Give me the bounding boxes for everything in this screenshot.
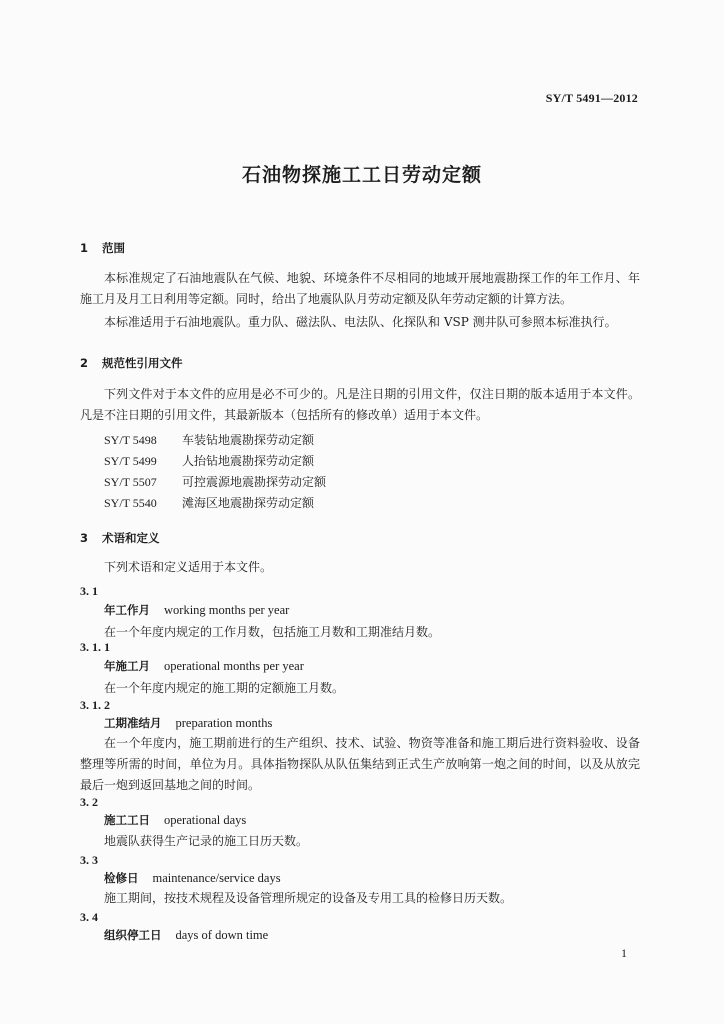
section-number: 2 bbox=[80, 356, 89, 370]
term-definition: 地震队获得生产记录的施工日历天数。 bbox=[104, 834, 309, 848]
term-definition: 在一个年度内规定的施工期的定额施工月数。 bbox=[104, 681, 345, 695]
section-2-paragraph-1: 下列文件对于本文件的应用是必不可少的。凡是注日期的引用文件，仅注日期的版本适用于本文件。凡是不注日期的引用文件，其最新版本（包括所有的修改单）适用于本文件。 bbox=[80, 387, 640, 422]
section-number: 1 bbox=[80, 241, 89, 255]
term-entry bbox=[104, 658, 304, 674]
clause-number: 3. 1 bbox=[80, 584, 98, 598]
reference-code: SY/T 5498 bbox=[104, 433, 157, 447]
term-english: working months per year bbox=[164, 603, 290, 617]
term-english: days of down time bbox=[175, 928, 269, 942]
term-english: preparation months bbox=[175, 716, 273, 730]
term-entry bbox=[104, 812, 246, 828]
term-chinese: 年施工月 bbox=[104, 659, 150, 673]
clause-number: 3. 2 bbox=[80, 795, 98, 809]
section-title: 规范性引用文件 bbox=[102, 356, 183, 370]
term-entry bbox=[104, 602, 289, 618]
section-1-paragraph-2: 本标准适用于石油地震队。重力队、磁法队、电法队、化探队和 VSP 测井队可参照本标准执行。 bbox=[104, 315, 617, 329]
term-chinese: 组织停工日 bbox=[104, 928, 162, 942]
reference-code: SY/T 5507 bbox=[104, 475, 157, 489]
term-english: maintenance/service days bbox=[152, 871, 281, 885]
term-entry bbox=[104, 870, 281, 886]
reference-code: SY/T 5499 bbox=[104, 454, 157, 468]
section-2-heading bbox=[80, 355, 183, 371]
reference-item bbox=[104, 452, 314, 469]
section-number: 3 bbox=[80, 531, 89, 545]
term-chinese: 工期准结月 bbox=[104, 716, 162, 730]
clause-number: 3. 3 bbox=[80, 853, 98, 867]
reference-title: 车装钻地震勘探劳动定额 bbox=[182, 433, 315, 447]
reference-title: 滩海区地震勘探劳动定额 bbox=[182, 496, 315, 510]
page-number: 1 bbox=[621, 946, 627, 960]
standard-code: SY/T 5491—2012 bbox=[545, 91, 638, 105]
section-1-paragraph-1: 本标准规定了石油地震队在气候、地貌、环境条件不尽相同的地域开展地震勘探工作的年工作月、年施工月及月工日利用等定额。同时，给出了地震队队月劳动定额及队年劳动定额的计算方法。 bbox=[80, 271, 640, 306]
term-entry bbox=[104, 715, 272, 731]
clause-number: 3. 1. 1 bbox=[80, 640, 110, 654]
term-chinese: 施工工日 bbox=[104, 813, 150, 827]
clause-number: 3. 1. 2 bbox=[80, 698, 110, 712]
term-definition: 施工期间，按技术规程及设备管理所规定的设备及专用工具的检修日历天数。 bbox=[104, 891, 513, 905]
reference-code: SY/T 5540 bbox=[104, 496, 157, 510]
section-3-intro: 下列术语和定义适用于本文件。 bbox=[104, 560, 273, 574]
section-3-heading bbox=[80, 530, 160, 546]
reference-item bbox=[104, 473, 326, 490]
reference-title: 人抬钻地震勘探劳动定额 bbox=[182, 454, 315, 468]
term-chinese: 年工作月 bbox=[104, 603, 150, 617]
section-title: 术语和定义 bbox=[102, 531, 160, 545]
reference-item bbox=[104, 431, 314, 448]
document-title: 石油物探施工工日劳动定额 bbox=[241, 164, 482, 186]
clause-number: 3. 4 bbox=[80, 910, 98, 924]
section-title: 范围 bbox=[102, 241, 125, 255]
reference-item bbox=[104, 494, 314, 511]
term-definition: 在一个年度内规定的工作月数，包括施工月数和工期准结月数。 bbox=[104, 625, 441, 639]
reference-title: 可控震源地震勘探劳动定额 bbox=[182, 475, 327, 489]
term-definition: 在一个年度内，施工期前进行的生产组织、技术、试验、物资等准备和施工期后进行资料验收、设备整理等所需的时间，单位为月。具体指物探队从队伍集结到正式生产放响第一炮之间的时间，以及从放完最后一炮到返回基地之间的时间。 bbox=[80, 736, 640, 792]
term-english: operational days bbox=[164, 813, 247, 827]
term-english: operational months per year bbox=[164, 659, 304, 673]
term-entry bbox=[104, 927, 268, 943]
term-chinese: 检修日 bbox=[104, 871, 139, 885]
section-1-heading bbox=[80, 240, 125, 256]
